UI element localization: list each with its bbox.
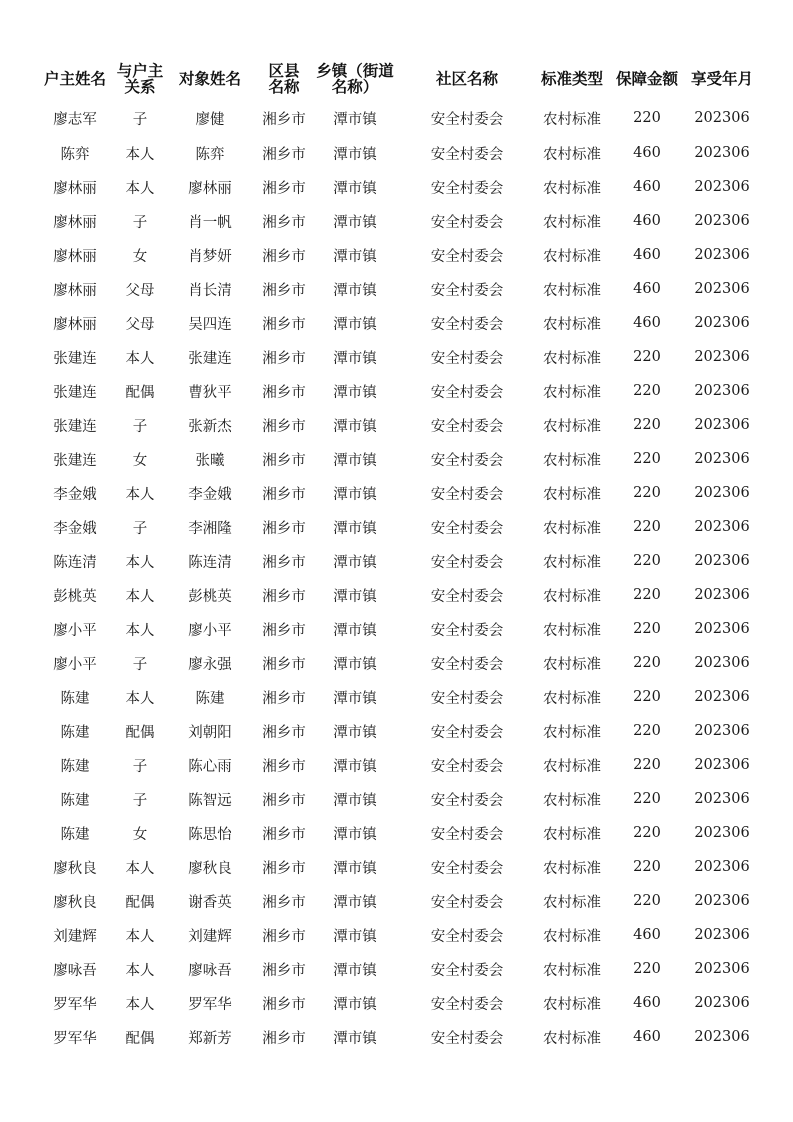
recipient-name-cell: 陈思怡 [188,826,232,843]
standard-type-cell: 农村标准 [543,486,601,503]
county-name-cell: 湘乡市 [262,520,306,537]
table-row [34,1020,758,1054]
table-row [34,646,758,680]
subsidy-amount-cell: 220 [633,110,661,126]
recipient-name-cell: 曹狄平 [188,384,232,401]
recipient-name-cell: 谢香英 [188,894,232,911]
township-name-cell: 潭市镇 [333,282,377,299]
county-name-cell: 湘乡市 [262,146,306,163]
standard-type-cell: 农村标准 [543,418,601,435]
household-head-name-cell: 陈建 [60,758,90,775]
effective-month-cell: 202306 [694,621,750,637]
recipient-name-cell: 廖咏吾 [188,962,232,979]
county-name-cell: 湘乡市 [262,860,306,877]
table-row [34,136,758,170]
household-head-name-cell: 李金娥 [53,486,97,503]
county-name-cell: 湘乡市 [262,384,306,401]
recipient-name-cell: 李金娥 [188,486,232,503]
subsidy-amount-cell: 220 [633,723,661,739]
table-row [34,952,758,986]
relation-to-head-cell: 本人 [125,554,155,571]
relation-to-head-cell: 本人 [125,486,155,503]
header-township-name: 乡镇（街道 名称） [316,62,394,96]
table-row [34,272,758,306]
table-row [34,578,758,612]
recipient-name-cell: 陈智远 [188,792,232,809]
table-row [34,612,758,646]
subsidy-amount-cell: 220 [633,519,661,535]
county-name-cell: 湘乡市 [262,962,306,979]
county-name-cell: 湘乡市 [262,214,306,231]
recipient-name-cell: 肖梦妍 [188,248,232,265]
subsidy-amount-cell: 460 [633,179,661,195]
township-name-cell: 潭市镇 [333,418,377,435]
county-name-cell: 湘乡市 [262,554,306,571]
community-name-cell: 安全村委会 [430,996,504,1013]
community-name-cell: 安全村委会 [430,690,504,707]
township-name-cell: 潭市镇 [333,350,377,367]
effective-month-cell: 202306 [694,587,750,603]
household-head-name-cell: 陈建 [60,826,90,843]
community-name-cell: 安全村委会 [430,656,504,673]
header-row [34,58,758,100]
county-name-cell: 湘乡市 [262,690,306,707]
header-recipient-name: 对象姓名 [178,70,241,88]
effective-month-cell: 202306 [694,315,750,331]
community-name-cell: 安全村委会 [430,588,504,605]
subsidy-amount-cell: 460 [633,315,661,331]
recipient-name-cell: 张新杰 [188,418,232,435]
township-name-cell: 潭市镇 [333,554,377,571]
standard-type-cell: 农村标准 [543,724,601,741]
recipient-name-cell: 吴四连 [188,316,232,333]
community-name-cell: 安全村委会 [430,622,504,639]
township-name-cell: 潭市镇 [333,894,377,911]
relation-to-head-cell: 子 [132,111,148,128]
effective-month-cell: 202306 [694,553,750,569]
subsidy-amount-cell: 220 [633,655,661,671]
effective-month-cell: 202306 [694,655,750,671]
household-head-name-cell: 陈建 [60,792,90,809]
relation-to-head-cell: 本人 [125,180,155,197]
table-row [34,544,758,578]
standard-type-cell: 农村标准 [543,248,601,265]
household-head-name-cell: 廖林丽 [53,282,97,299]
effective-month-cell: 202306 [694,179,750,195]
effective-month-cell: 202306 [694,451,750,467]
recipient-name-cell: 廖林丽 [188,180,232,197]
table-row [34,340,758,374]
effective-month-cell: 202306 [694,893,750,909]
recipient-name-cell: 陈弈 [195,146,225,163]
subsidy-amount-cell: 220 [633,791,661,807]
community-name-cell: 安全村委会 [430,486,504,503]
subsidy-amount-cell: 220 [633,961,661,977]
county-name-cell: 湘乡市 [262,622,306,639]
effective-month-cell: 202306 [694,281,750,297]
table-row [34,918,758,952]
relation-to-head-cell: 本人 [125,860,155,877]
standard-type-cell: 农村标准 [543,656,601,673]
standard-type-cell: 农村标准 [543,452,601,469]
subsidy-amount-cell: 460 [633,281,661,297]
effective-month-cell: 202306 [694,791,750,807]
header-subsidy-amount: 保障金额 [615,70,678,88]
effective-month-cell: 202306 [694,349,750,365]
county-name-cell: 湘乡市 [262,248,306,265]
relation-to-head-cell: 女 [132,826,148,843]
township-name-cell: 潭市镇 [333,622,377,639]
township-name-cell: 潭市镇 [333,996,377,1013]
standard-type-cell: 农村标准 [543,928,601,945]
household-head-name-cell: 张建连 [53,418,97,435]
table-row [34,374,758,408]
county-name-cell: 湘乡市 [262,486,306,503]
relation-to-head-cell: 配偶 [125,1030,155,1047]
household-head-name-cell: 陈连清 [53,554,97,571]
community-name-cell: 安全村委会 [430,792,504,809]
county-name-cell: 湘乡市 [262,180,306,197]
recipient-name-cell: 陈建 [195,690,225,707]
relation-to-head-cell: 子 [132,418,148,435]
effective-month-cell: 202306 [694,859,750,875]
county-name-cell: 湘乡市 [262,826,306,843]
effective-month-cell: 202306 [694,519,750,535]
subsidy-amount-cell: 460 [633,1029,661,1045]
standard-type-cell: 农村标准 [543,554,601,571]
standard-type-cell: 农村标准 [543,826,601,843]
subsidy-amount-cell: 460 [633,213,661,229]
table-row [34,748,758,782]
table-row [34,782,758,816]
township-name-cell: 潭市镇 [333,1030,377,1047]
recipient-name-cell: 李湘隆 [188,520,232,537]
community-name-cell: 安全村委会 [430,554,504,571]
community-name-cell: 安全村委会 [430,758,504,775]
county-name-cell: 湘乡市 [262,894,306,911]
township-name-cell: 潭市镇 [333,826,377,843]
table-body [34,100,758,1054]
township-name-cell: 潭市镇 [333,248,377,265]
standard-type-cell: 农村标准 [543,758,601,775]
community-name-cell: 安全村委会 [430,962,504,979]
recipient-name-cell: 廖健 [195,111,225,128]
effective-month-cell: 202306 [694,1029,750,1045]
household-head-name-cell: 彭桃英 [53,588,97,605]
township-name-cell: 潭市镇 [333,520,377,537]
relation-to-head-cell: 父母 [125,282,155,299]
subsidy-amount-cell: 220 [633,689,661,705]
community-name-cell: 安全村委会 [430,146,504,163]
community-name-cell: 安全村委会 [430,894,504,911]
relation-to-head-cell: 子 [132,520,148,537]
subsidy-amount-cell: 220 [633,587,661,603]
county-name-cell: 湘乡市 [262,724,306,741]
subsidy-amount-cell: 460 [633,247,661,263]
township-name-cell: 潭市镇 [333,758,377,775]
household-head-name-cell: 廖林丽 [53,316,97,333]
subsidy-roster-table [34,58,758,1054]
household-head-name-cell: 罗军华 [53,996,97,1013]
effective-month-cell: 202306 [694,757,750,773]
subsidy-amount-cell: 220 [633,621,661,637]
township-name-cell: 潭市镇 [333,111,377,128]
relation-to-head-cell: 配偶 [125,894,155,911]
recipient-name-cell: 陈连清 [188,554,232,571]
relation-to-head-cell: 女 [132,452,148,469]
table-row [34,510,758,544]
township-name-cell: 潭市镇 [333,928,377,945]
community-name-cell: 安全村委会 [430,418,504,435]
household-head-name-cell: 张建连 [53,350,97,367]
recipient-name-cell: 肖一帆 [188,214,232,231]
recipient-name-cell: 陈心雨 [188,758,232,775]
relation-to-head-cell: 本人 [125,622,155,639]
county-name-cell: 湘乡市 [262,452,306,469]
standard-type-cell: 农村标准 [543,792,601,809]
effective-month-cell: 202306 [694,145,750,161]
county-name-cell: 湘乡市 [262,111,306,128]
effective-month-cell: 202306 [694,825,750,841]
subsidy-amount-cell: 460 [633,995,661,1011]
effective-month-cell: 202306 [694,417,750,433]
standard-type-cell: 农村标准 [543,690,601,707]
community-name-cell: 安全村委会 [430,452,504,469]
standard-type-cell: 农村标准 [543,282,601,299]
subsidy-amount-cell: 460 [633,145,661,161]
township-name-cell: 潭市镇 [333,486,377,503]
township-name-cell: 潭市镇 [333,180,377,197]
township-name-cell: 潭市镇 [333,384,377,401]
subsidy-amount-cell: 220 [633,485,661,501]
header-household-head-name: 户主姓名 [43,70,106,88]
township-name-cell: 潭市镇 [333,588,377,605]
township-name-cell: 潭市镇 [333,962,377,979]
community-name-cell: 安全村委会 [430,928,504,945]
relation-to-head-cell: 本人 [125,928,155,945]
township-name-cell: 潭市镇 [333,860,377,877]
table-row [34,816,758,850]
standard-type-cell: 农村标准 [543,111,601,128]
standard-type-cell: 农村标准 [543,520,601,537]
township-name-cell: 潭市镇 [333,690,377,707]
table-row [34,170,758,204]
relation-to-head-cell: 子 [132,214,148,231]
county-name-cell: 湘乡市 [262,656,306,673]
header-effective-month: 享受年月 [690,70,753,88]
relation-to-head-cell: 本人 [125,350,155,367]
household-head-name-cell: 刘建辉 [53,928,97,945]
effective-month-cell: 202306 [694,247,750,263]
standard-type-cell: 农村标准 [543,996,601,1013]
relation-to-head-cell: 子 [132,792,148,809]
township-name-cell: 潭市镇 [333,792,377,809]
header-relation-to-head: 与户主 关系 [116,62,164,96]
standard-type-cell: 农村标准 [543,962,601,979]
household-head-name-cell: 李金娥 [53,520,97,537]
subsidy-amount-cell: 220 [633,757,661,773]
table-row [34,238,758,272]
subsidy-amount-cell: 460 [633,927,661,943]
recipient-name-cell: 张建连 [188,350,232,367]
household-head-name-cell: 廖林丽 [53,214,97,231]
effective-month-cell: 202306 [694,927,750,943]
table-row [34,408,758,442]
county-name-cell: 湘乡市 [262,316,306,333]
relation-to-head-cell: 本人 [125,962,155,979]
household-head-name-cell: 张建连 [53,452,97,469]
household-head-name-cell: 陈建 [60,724,90,741]
community-name-cell: 安全村委会 [430,282,504,299]
standard-type-cell: 农村标准 [543,588,601,605]
effective-month-cell: 202306 [694,213,750,229]
community-name-cell: 安全村委会 [430,111,504,128]
community-name-cell: 安全村委会 [430,826,504,843]
township-name-cell: 潭市镇 [333,146,377,163]
household-head-name-cell: 陈建 [60,690,90,707]
subsidy-amount-cell: 220 [633,859,661,875]
standard-type-cell: 农村标准 [543,384,601,401]
household-head-name-cell: 廖秋良 [53,860,97,877]
township-name-cell: 潭市镇 [333,724,377,741]
standard-type-cell: 农村标准 [543,1030,601,1047]
header-county-name: 区县 名称 [268,62,300,96]
community-name-cell: 安全村委会 [430,724,504,741]
community-name-cell: 安全村委会 [430,1030,504,1047]
table-row [34,100,758,136]
household-head-name-cell: 廖林丽 [53,248,97,265]
effective-month-cell: 202306 [694,995,750,1011]
community-name-cell: 安全村委会 [430,316,504,333]
relation-to-head-cell: 本人 [125,146,155,163]
county-name-cell: 湘乡市 [262,758,306,775]
county-name-cell: 湘乡市 [262,588,306,605]
header-community-name: 社区名称 [435,70,498,88]
recipient-name-cell: 刘建辉 [188,928,232,945]
relation-to-head-cell: 本人 [125,996,155,1013]
effective-month-cell: 202306 [694,485,750,501]
table-row [34,204,758,238]
table-row [34,442,758,476]
relation-to-head-cell: 配偶 [125,724,155,741]
subsidy-amount-cell: 220 [633,451,661,467]
recipient-name-cell: 郑新芳 [188,1030,232,1047]
relation-to-head-cell: 子 [132,758,148,775]
effective-month-cell: 202306 [694,723,750,739]
subsidy-amount-cell: 220 [633,825,661,841]
household-head-name-cell: 廖小平 [53,622,97,639]
recipient-name-cell: 罗军华 [188,996,232,1013]
recipient-name-cell: 廖秋良 [188,860,232,877]
community-name-cell: 安全村委会 [430,214,504,231]
table-row [34,306,758,340]
standard-type-cell: 农村标准 [543,214,601,231]
county-name-cell: 湘乡市 [262,1030,306,1047]
relation-to-head-cell: 本人 [125,588,155,605]
county-name-cell: 湘乡市 [262,792,306,809]
subsidy-amount-cell: 220 [633,553,661,569]
standard-type-cell: 农村标准 [543,146,601,163]
effective-month-cell: 202306 [694,961,750,977]
standard-type-cell: 农村标准 [543,894,601,911]
community-name-cell: 安全村委会 [430,180,504,197]
household-head-name-cell: 廖志军 [53,111,97,128]
standard-type-cell: 农村标准 [543,350,601,367]
effective-month-cell: 202306 [694,110,750,126]
household-head-name-cell: 陈弈 [60,146,90,163]
table-row [34,986,758,1020]
household-head-name-cell: 廖小平 [53,656,97,673]
township-name-cell: 潭市镇 [333,452,377,469]
household-head-name-cell: 廖林丽 [53,180,97,197]
community-name-cell: 安全村委会 [430,520,504,537]
subsidy-amount-cell: 220 [633,417,661,433]
recipient-name-cell: 刘朝阳 [188,724,232,741]
household-head-name-cell: 罗军华 [53,1030,97,1047]
table-row [34,680,758,714]
township-name-cell: 潭市镇 [333,214,377,231]
community-name-cell: 安全村委会 [430,248,504,265]
county-name-cell: 湘乡市 [262,418,306,435]
table-row [34,476,758,510]
table-header [34,58,758,100]
county-name-cell: 湘乡市 [262,282,306,299]
table-row [34,850,758,884]
standard-type-cell: 农村标准 [543,622,601,639]
household-head-name-cell: 廖秋良 [53,894,97,911]
recipient-name-cell: 廖永强 [188,656,232,673]
relation-to-head-cell: 子 [132,656,148,673]
standard-type-cell: 农村标准 [543,316,601,333]
relation-to-head-cell: 父母 [125,316,155,333]
community-name-cell: 安全村委会 [430,860,504,877]
subsidy-amount-cell: 220 [633,893,661,909]
recipient-name-cell: 张曦 [195,452,225,469]
township-name-cell: 潭市镇 [333,316,377,333]
county-name-cell: 湘乡市 [262,996,306,1013]
standard-type-cell: 农村标准 [543,180,601,197]
subsidy-amount-cell: 220 [633,349,661,365]
effective-month-cell: 202306 [694,689,750,705]
recipient-name-cell: 彭桃英 [188,588,232,605]
recipient-name-cell: 廖小平 [188,622,232,639]
relation-to-head-cell: 本人 [125,690,155,707]
township-name-cell: 潭市镇 [333,656,377,673]
household-head-name-cell: 张建连 [53,384,97,401]
table-row [34,714,758,748]
county-name-cell: 湘乡市 [262,350,306,367]
effective-month-cell: 202306 [694,383,750,399]
header-standard-type: 标准类型 [540,70,603,88]
county-name-cell: 湘乡市 [262,928,306,945]
subsidy-amount-cell: 220 [633,383,661,399]
relation-to-head-cell: 女 [132,248,148,265]
table-row [34,884,758,918]
community-name-cell: 安全村委会 [430,384,504,401]
relation-to-head-cell: 配偶 [125,384,155,401]
community-name-cell: 安全村委会 [430,350,504,367]
household-head-name-cell: 廖咏吾 [53,962,97,979]
standard-type-cell: 农村标准 [543,860,601,877]
recipient-name-cell: 肖长清 [188,282,232,299]
